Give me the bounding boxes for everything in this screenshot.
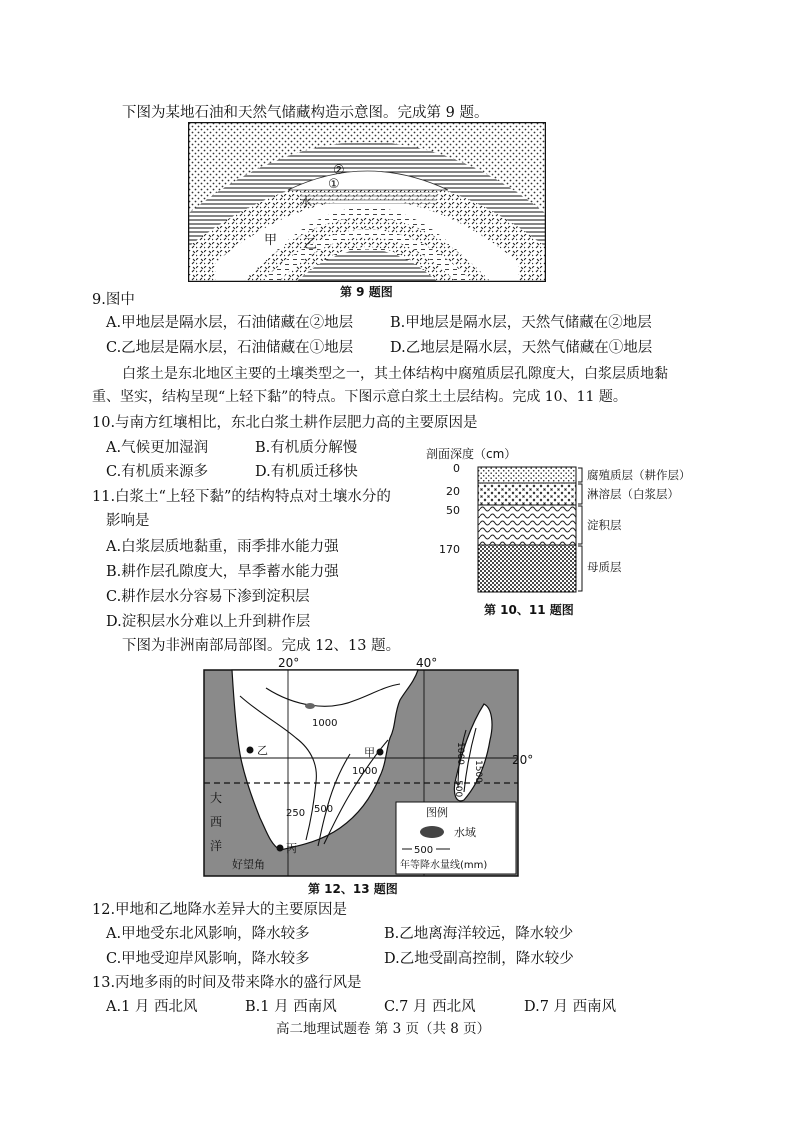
q9-option-c[interactable]: C.乙地层是隔水层，石油储藏在①地层 <box>106 340 354 356</box>
layer-parent: 母质层 <box>587 560 622 574</box>
place-bing-dot <box>277 845 284 852</box>
legend-water: 水域 <box>454 826 476 839</box>
page-footer: 高二地理试题卷 第 3 页（共 8 页） <box>276 1021 491 1037</box>
q11-option-c[interactable]: C.耕作层水分容易下渗到淀积层 <box>106 589 310 605</box>
isohyet-250: 250 <box>286 808 306 819</box>
q9-option-b[interactable]: B.甲地层是隔水层，天然气储藏在②地层 <box>390 315 652 331</box>
q12-option-a[interactable]: A.甲地受东北风影响，降水较多 <box>106 926 310 942</box>
q11-option-d[interactable]: D.淀积层水分难以上升到耕作层 <box>106 614 311 630</box>
q9-figure-caption: 第 9 题图 <box>340 285 393 299</box>
q9-option-a[interactable]: A.甲地层是隔水层，石油储藏在②地层 <box>106 315 354 331</box>
place-yi-dot <box>247 747 254 754</box>
q11-stem-line2: 影响是 <box>106 513 150 529</box>
isohyet-1000-coast: 1000 <box>352 766 378 777</box>
depth-tick-0: 0 <box>453 462 460 475</box>
oil-gas-structure-diagram <box>188 122 546 282</box>
q10-option-d[interactable]: D.有机质迁移快 <box>255 464 358 480</box>
q12-option-b[interactable]: B.乙地离海洋较远，降水较少 <box>384 926 574 942</box>
southern-africa-map <box>200 654 540 879</box>
place-jia-label: 甲 <box>364 746 375 759</box>
lat-20-label: 20° <box>512 753 534 767</box>
q10-stem: 10.与南方红壤相比，东北白浆土耕作层肥力高的主要原因是 <box>92 415 478 431</box>
q12-stem: 12.甲地和乙地降水差异大的主要原因是 <box>92 902 348 918</box>
soil-profile-diagram <box>420 442 720 602</box>
q12-option-d[interactable]: D.乙地受副高控制，降水较少 <box>384 951 574 967</box>
legend-title: 图例 <box>426 806 448 819</box>
isohyet-1500-madagascar: 1500 <box>473 760 483 783</box>
layer-humus: 腐殖质层（耕作层） <box>587 468 691 482</box>
label-yi: 乙 <box>304 237 318 252</box>
isohyet-500-madagascar: 500 <box>453 780 463 798</box>
q12-option-c[interactable]: C.甲地受迎岸风影响，降水较多 <box>106 951 310 967</box>
q10-11-intro-line2: 重、坚实，结构呈现“上轻下黏”的特点。下图示意白浆土土层结构。完成 10、11 题。 <box>92 389 627 405</box>
q10-11-figure-caption: 第 10、11 题图 <box>484 603 574 617</box>
q13-option-a[interactable]: A.1 月 西北风 <box>106 999 198 1015</box>
lon-20-label: 20° <box>278 656 300 670</box>
q12-13-intro: 下图为非洲南部局部图。完成 12、13 题。 <box>122 638 401 654</box>
q10-option-b[interactable]: B.有机质分解慢 <box>255 440 358 456</box>
isohyet-500: 500 <box>314 804 334 815</box>
ocean-char-1: 大 <box>210 791 223 805</box>
q12-13-figure-caption: 第 12、13 题图 <box>308 882 398 896</box>
q10-option-a[interactable]: A.气候更加湿润 <box>106 440 209 456</box>
lon-40-label: 40° <box>416 656 438 670</box>
label-jia: 甲 <box>264 233 278 248</box>
q13-option-c[interactable]: C.7 月 西北风 <box>384 999 476 1015</box>
soil-axis-title: 剖面深度（cm） <box>426 447 517 461</box>
q11-option-b[interactable]: B.耕作层孔隙度大，旱季蓄水能力强 <box>106 564 339 580</box>
place-jia-dot <box>377 749 384 756</box>
place-yi-label: 乙 <box>257 744 268 757</box>
q11-option-a[interactable]: A.白浆层质地黏重，雨季排水能力强 <box>106 539 339 555</box>
legend-isoline-sample: 500 <box>414 845 434 856</box>
label-layer1: ① <box>328 177 340 192</box>
layer-eluvial: 淋溶层（白浆层） <box>587 487 679 501</box>
depth-tick-50: 50 <box>446 504 460 517</box>
ocean-char-3: 洋 <box>210 839 223 853</box>
label-water: 水 <box>300 195 313 209</box>
q9-stem: 9.图中 <box>92 292 135 308</box>
ocean-char-2: 西 <box>210 815 223 829</box>
q13-option-b[interactable]: B.1 月 西南风 <box>245 999 337 1015</box>
label-layer2: ② <box>333 163 345 178</box>
place-bing-label: 丙 <box>286 842 297 855</box>
q13-stem: 13.丙地多雨的时间及带来降水的盛行风是 <box>92 975 362 991</box>
cape-label: 好望角 <box>232 858 265 871</box>
q9-intro: 下图为某地石油和天然气储藏构造示意图。完成第 9 题。 <box>122 105 489 121</box>
depth-tick-170: 170 <box>439 543 460 556</box>
q9-option-d[interactable]: D.乙地层是隔水层，天然气储藏在①地层 <box>390 340 653 356</box>
q13-option-d[interactable]: D.7 月 西南风 <box>524 999 617 1015</box>
isohyet-1000-inner: 1000 <box>312 718 338 729</box>
depth-tick-20: 20 <box>446 485 460 498</box>
q11-stem-line1: 11.白浆土“上轻下黏”的结构特点对土壤水分的 <box>92 489 391 505</box>
layer-illuvial: 淀积层 <box>587 518 622 532</box>
q10-option-c[interactable]: C.有机质来源多 <box>106 464 209 480</box>
legend-isoline: 年等降水量线(mm) <box>400 860 488 871</box>
q10-11-intro-line1: 白浆土是东北地区主要的土壤类型之一，其土体结构中腐殖质层孔隙度大，白浆层质地黏 <box>122 366 668 382</box>
isohyet-1000-madagascar: 1000 <box>455 742 465 765</box>
